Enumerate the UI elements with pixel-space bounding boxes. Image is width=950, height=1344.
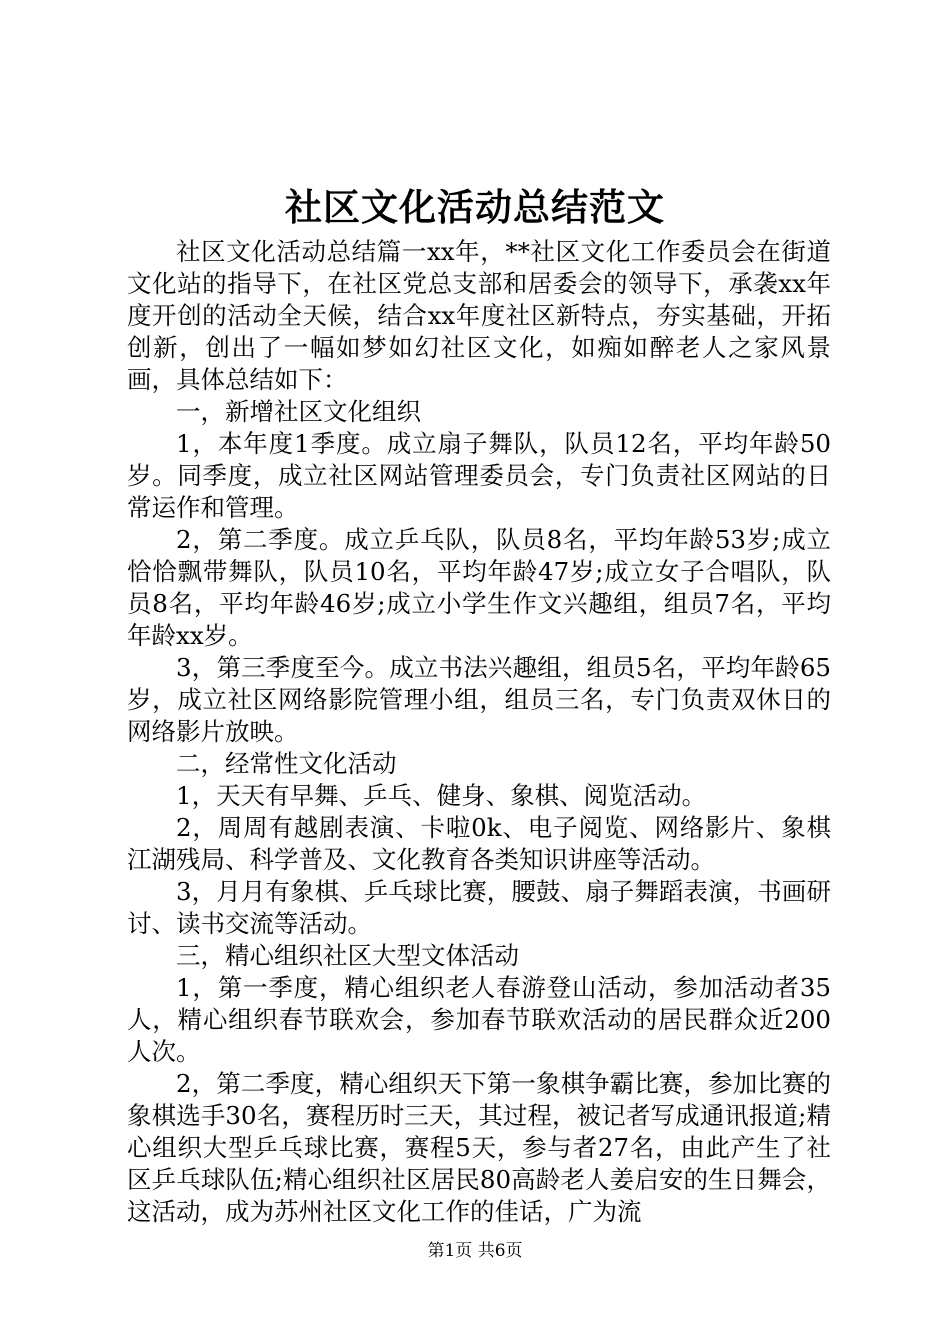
paragraph-intro: 社区文化活动总结篇一xx年，**社区文化工作委员会在街道文化站的指导下，在社区党总支部和居委会的领导下，承袭xx年度开创的活动全天候，结合xx年度社区新特点，夯实基础，开拓创新，创出了一幅如梦如幻社区文化，如痴如醉老人之家风景画，具体总结如下： [127, 237, 831, 394]
page-title: 社区文化活动总结范文 [285, 185, 665, 229]
section-heading-1: 一，新增社区文化组织 [176, 397, 421, 426]
paragraph-1-2: 2，第二季度。成立乒乓队，队员8名，平均年龄53岁;成立恰恰飘带舞队，队员10名，平均年龄47岁;成立女子合唱队，队员8名，平均年龄46岁;成立小学生作文兴趣组，组员7名，平均年龄xx岁。 [127, 525, 831, 650]
paragraph-2-1: 1，天天有早舞、乒乓、健身、象棋、阅览活动。 [176, 781, 707, 810]
section-heading-3: 三，精心组织社区大型文体活动 [176, 941, 519, 970]
section-heading-2: 二，经常性文化活动 [176, 749, 397, 778]
paragraph-2-3: 3，月月有象棋、乒乓球比赛，腰鼓、扇子舞蹈表演，书画研讨、读书交流等活动。 [127, 877, 831, 938]
paragraph-2-2: 2，周周有越剧表演、卡啦0k、电子阅览、网络影片、象棋江湖残局、科学普及、文化教育各类知识讲座等活动。 [127, 813, 831, 874]
page-footer: 第1页 共6页 [427, 1241, 523, 1261]
paragraph-3-1: 1，第一季度，精心组织老人春游登山活动，参加活动者35人，精心组织春节联欢会，参加春节联欢活动的居民群众近200人次。 [127, 973, 831, 1066]
document-body [127, 236, 831, 1228]
paragraph-1-3: 3，第三季度至今。成立书法兴趣组，组员5名，平均年龄65岁，成立社区网络影院管理小组，组员三名，专门负责双休日的网络影片放映。 [127, 653, 831, 746]
paragraph-1-1: 1，本年度1季度。成立扇子舞队，队员12名，平均年龄50岁。同季度，成立社区网站管理委员会，专门负责社区网站的日常运作和管理。 [127, 429, 831, 522]
paragraph-3-2: 2，第二季度，精心组织天下第一象棋争霸比赛，参加比赛的象棋选手30名，赛程历时三天，其过程，被记者写成通讯报道;精心组织大型乒乓球比赛，赛程5天，参与者27名，由此产生了社区乒乓球队伍;精心组织社区居民80高龄老人姜启安的生日舞会，这活动，成为苏州社区文化工作的佳话，广为流 [127, 1069, 831, 1226]
